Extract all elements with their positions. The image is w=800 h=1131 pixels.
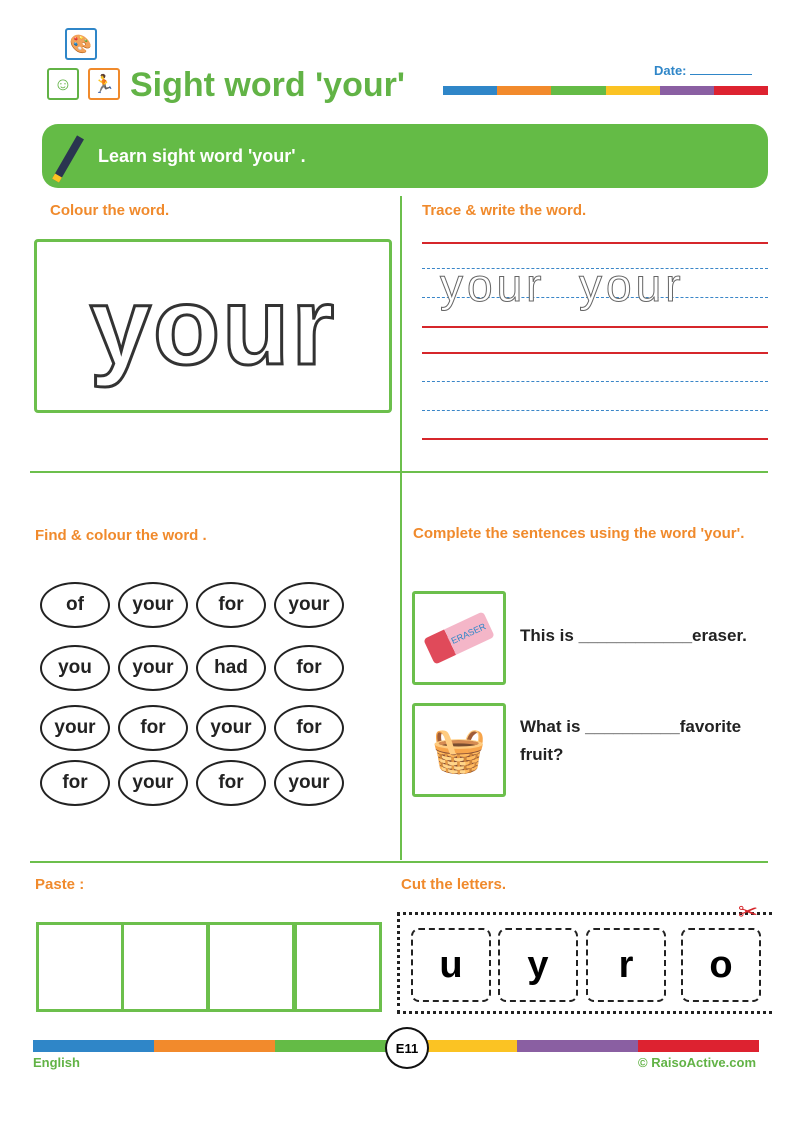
word-bubble[interactable]: of — [40, 582, 110, 628]
section-complete-title: Complete the sentences using the word 'your'. — [413, 525, 745, 542]
reading-icon: ☺ — [47, 68, 79, 100]
running-icon: 🏃 — [88, 68, 120, 100]
word-bubble[interactable]: your — [196, 705, 266, 751]
section-cut-title: Cut the letters. — [401, 876, 507, 893]
section-colour-title: Colour the word. — [50, 202, 170, 219]
fruit-basket-image — [412, 703, 506, 797]
word-bubble[interactable]: your — [118, 582, 188, 628]
date-label: Date: — [654, 63, 687, 78]
section-trace-title: Trace & write the word. — [422, 202, 587, 219]
date-field — [654, 63, 752, 78]
word-bubble[interactable]: for — [274, 705, 344, 751]
paste-box[interactable] — [121, 922, 209, 1012]
copyright: © RaisoActive.com — [638, 1055, 756, 1070]
word-bubble[interactable]: for — [40, 760, 110, 806]
word-bubble[interactable]: your — [118, 760, 188, 806]
letter-card[interactable]: o — [681, 928, 761, 1002]
palette-icon: 🎨 — [65, 28, 97, 60]
scissors-icon: ✂ — [738, 899, 759, 926]
paste-box[interactable] — [207, 922, 295, 1012]
word-bubble[interactable]: for — [274, 645, 344, 691]
paste-box[interactable] — [294, 922, 382, 1012]
instruction-banner — [42, 124, 768, 188]
word-bubble[interactable]: for — [196, 582, 266, 628]
fruit-basket-icon: 🧺 — [431, 726, 487, 775]
paste-box[interactable] — [36, 922, 124, 1012]
colour-word-box[interactable] — [34, 239, 392, 413]
section-paste-title: Paste : — [35, 876, 85, 893]
word-bubble[interactable]: your — [274, 760, 344, 806]
word-bubble[interactable]: your — [118, 645, 188, 691]
outline-word: your — [89, 264, 337, 388]
word-bubble[interactable]: for — [196, 760, 266, 806]
word-bubble[interactable]: your — [40, 705, 110, 751]
page-title: Sight word 'your' — [130, 66, 405, 104]
banner-text: Learn sight word 'your' . — [98, 146, 306, 166]
word-bubble[interactable]: for — [118, 705, 188, 751]
eraser-icon: ERASER — [423, 611, 495, 664]
letter-card[interactable]: r — [586, 928, 666, 1002]
page-code: E11 — [385, 1027, 429, 1069]
color-stripe — [443, 86, 768, 95]
sentence-2: What is __________favorite fruit? — [520, 717, 742, 764]
subject-label: English — [33, 1055, 80, 1070]
word-bubble[interactable]: you — [40, 645, 110, 691]
marker-icon — [52, 135, 84, 182]
trace-word[interactable]: your your — [440, 259, 685, 311]
letter-card[interactable]: u — [411, 928, 491, 1002]
letter-card[interactable]: y — [498, 928, 578, 1002]
eraser-image — [412, 591, 506, 685]
word-bubble[interactable]: had — [196, 645, 266, 691]
word-bubble[interactable]: your — [274, 582, 344, 628]
section-find-title: Find & colour the word . — [35, 527, 207, 544]
sentence-1: This is ____________eraser. — [520, 626, 747, 645]
